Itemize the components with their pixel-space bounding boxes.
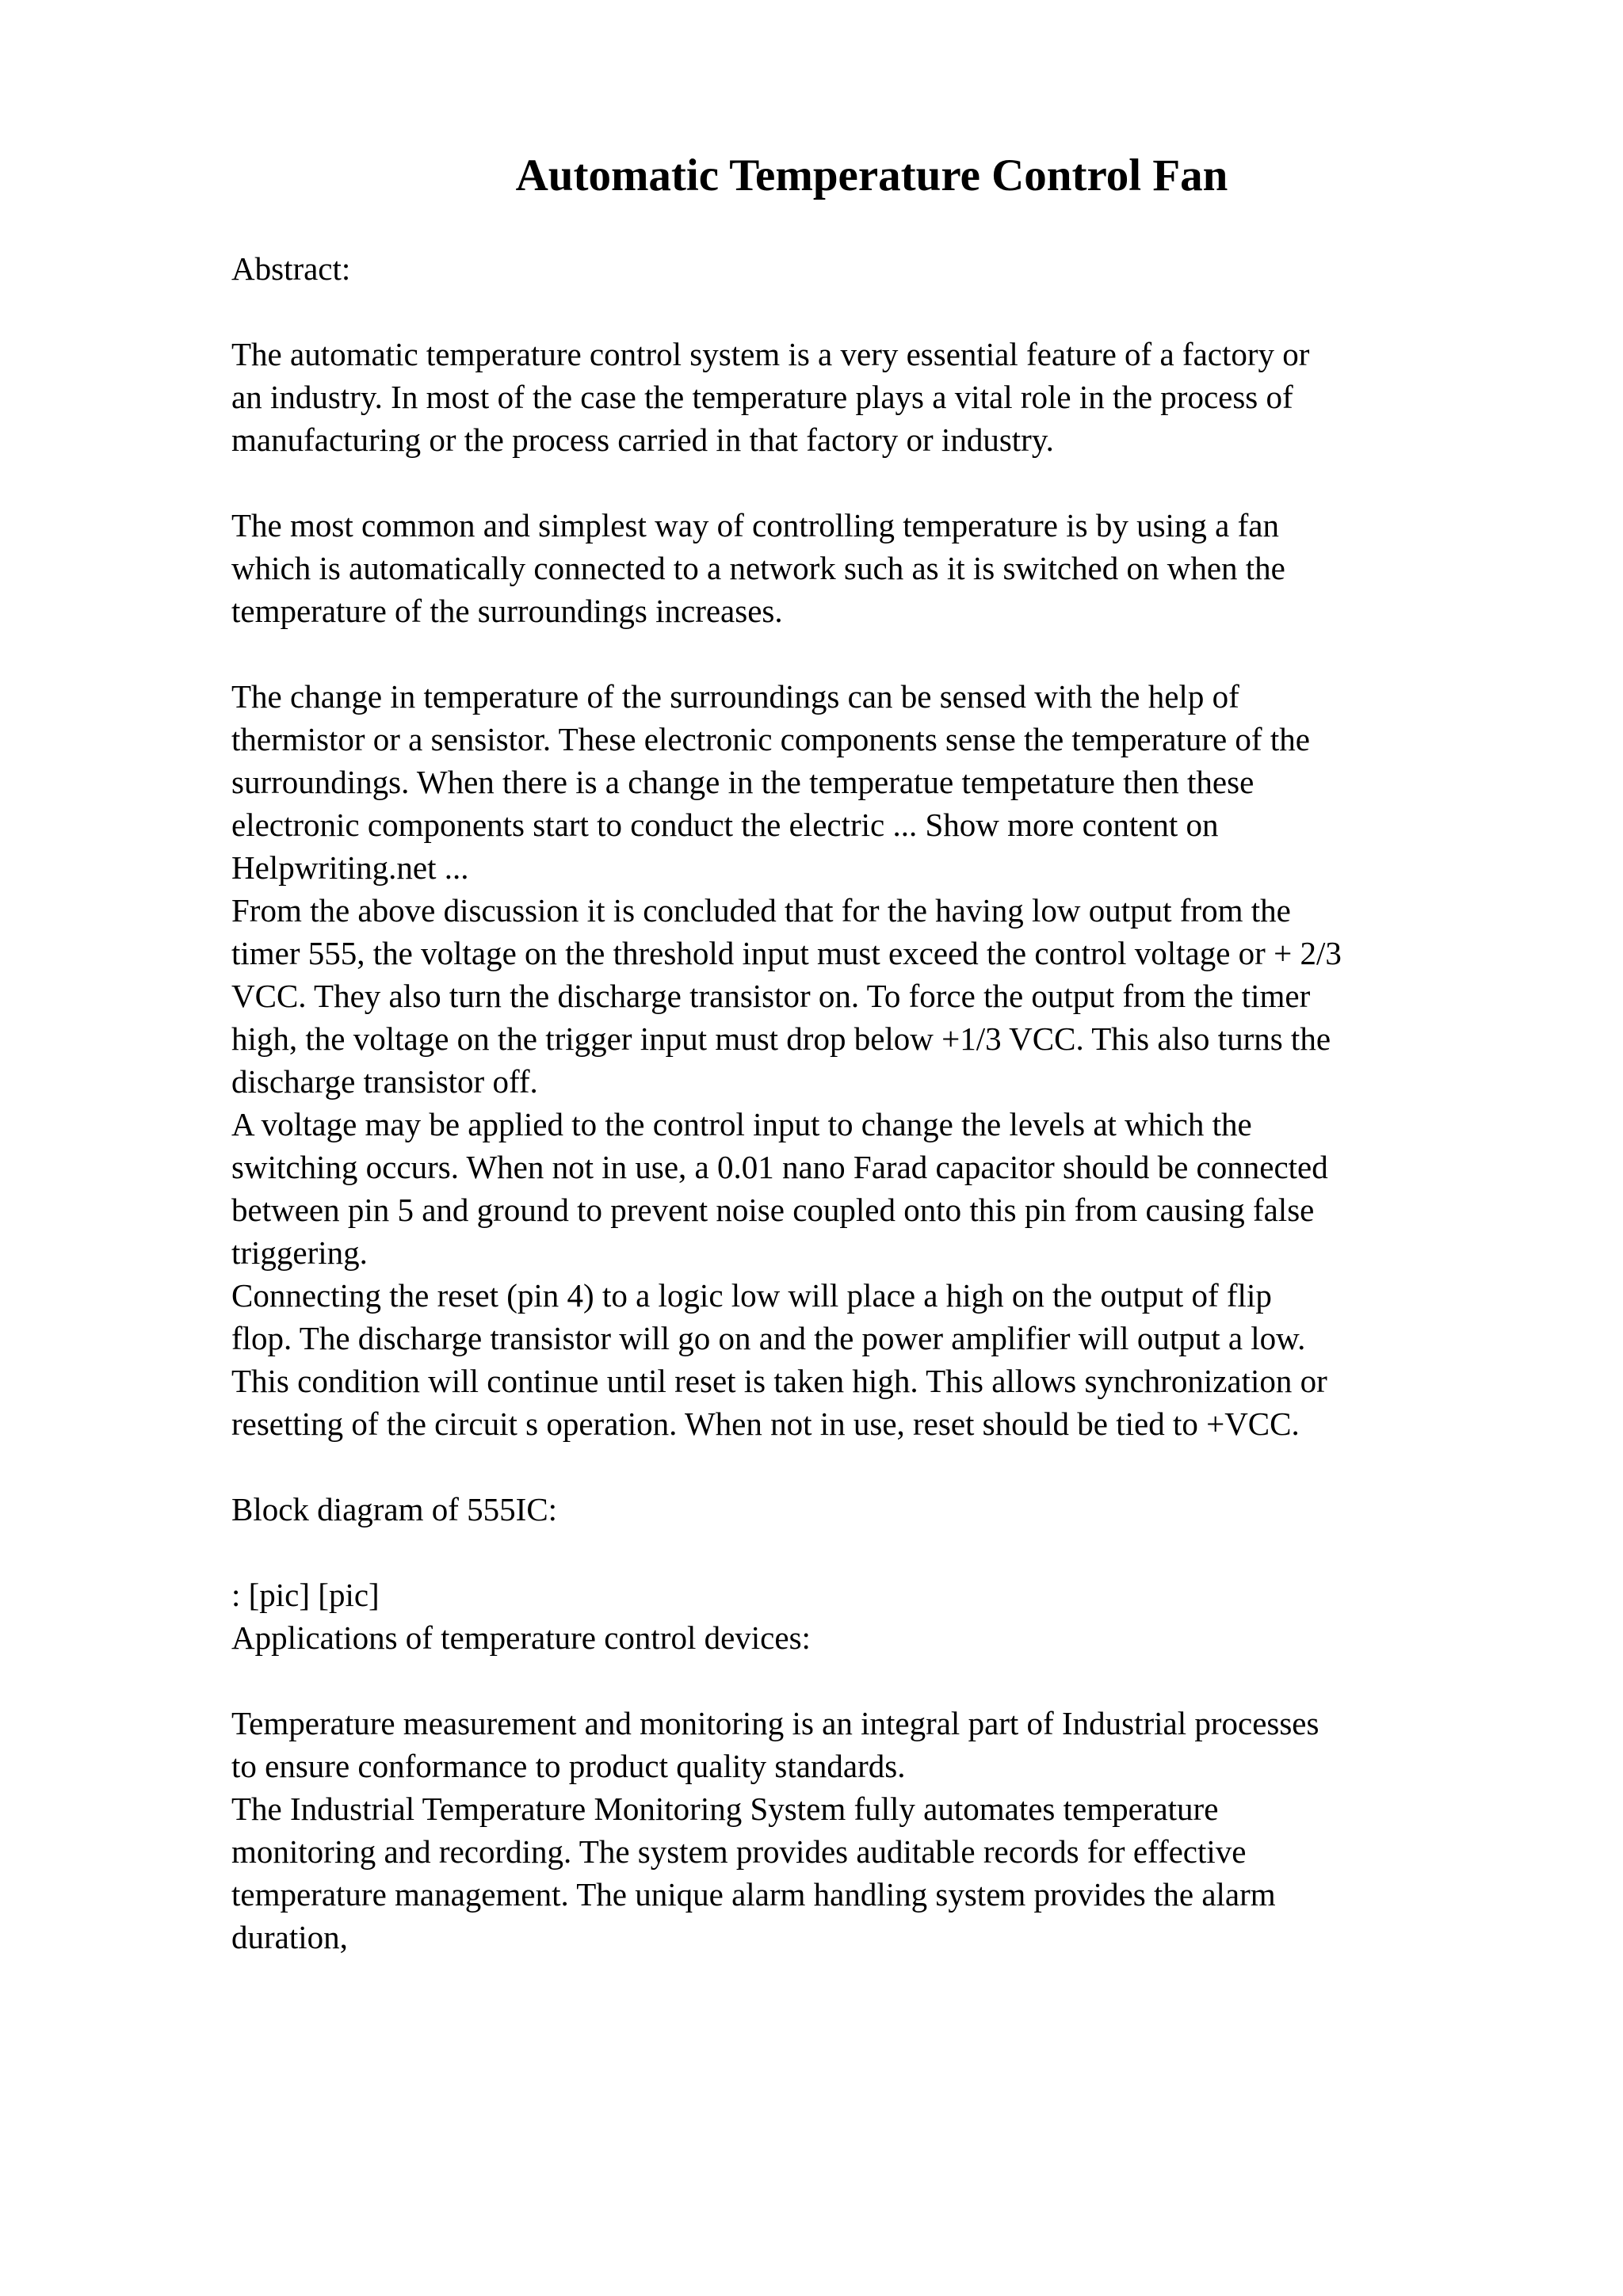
document-title: Automatic Temperature Control Fan — [515, 151, 1228, 200]
text-line: From the above discussion it is concluded that for the having low output from the — [231, 892, 1291, 929]
text-line: The Industrial Temperature Monitoring System fully automates temperature — [231, 1791, 1219, 1827]
text-line: high, the voltage on the trigger input must drop below +1/3 VCC. This also turns the — [231, 1020, 1331, 1057]
text-line: Helpwriting.net ... — [231, 849, 469, 886]
paragraph-para-6 — [231, 1274, 1515, 1445]
text-line: manufacturing or the process carried in that factory or industry. — [231, 421, 1054, 458]
paragraph-para-7 — [231, 1702, 1515, 1787]
text-line: temperature of the surroundings increases. — [231, 593, 783, 629]
text-line: which is automatically connected to a network such as it is switched on when the — [231, 550, 1285, 586]
paragraph-para-5 — [231, 1103, 1515, 1274]
paragraph-para-1 — [231, 333, 1515, 461]
text-line: to ensure conformance to product quality standards. — [231, 1748, 906, 1784]
paragraph-pic-placeholders — [231, 1573, 1515, 1616]
text-line: Connecting the reset (pin 4) to a logic low will place a high on the output of flip — [231, 1277, 1272, 1314]
text-line: temperature management. The unique alarm handling system provides the alarm — [231, 1876, 1276, 1913]
text-line: Abstract: — [231, 250, 351, 287]
paragraph-para-3 — [231, 675, 1515, 889]
text-line: VCC. They also turn the discharge transistor on. To force the output from the timer — [231, 978, 1311, 1014]
text-line: electronic components start to conduct the electric ... Show more content on — [231, 807, 1219, 843]
text-line: flop. The discharge transistor will go on and the power amplifier will output a low. — [231, 1320, 1306, 1356]
text-line: The most common and simplest way of controlling temperature is by using a fan — [231, 507, 1279, 543]
paragraph-para-2 — [231, 504, 1515, 632]
paragraph-spacer — [231, 290, 1515, 333]
paragraph-spacer — [231, 1445, 1515, 1488]
text-line: duration, — [231, 1919, 348, 1955]
paragraph-applications-heading — [231, 1616, 1515, 1659]
text-line: monitoring and recording. The system provides auditable records for effective — [231, 1833, 1247, 1870]
text-line: Block diagram of 555IC: — [231, 1491, 558, 1527]
text-line: an industry. In most of the case the temperature plays a vital role in the process of — [231, 379, 1293, 415]
text-line: The automatic temperature control system is a very essential feature of a factory or — [231, 336, 1310, 372]
text-line: thermistor or a sensistor. These electronic components sense the temperature of the — [231, 721, 1310, 757]
paragraph-abstract-label — [231, 247, 1515, 290]
text-line: surroundings. When there is a change in the temperatue tempetature then these — [231, 764, 1254, 800]
paragraph-spacer — [231, 461, 1515, 504]
paragraph-spacer — [231, 1659, 1515, 1702]
text-line: discharge transistor off. — [231, 1063, 538, 1100]
text-line: Temperature measurement and monitoring is an integral part of Industrial processes — [231, 1705, 1319, 1741]
text-line: resetting of the circuit s operation. When not in use, reset should be tied to +VCC. — [231, 1405, 1300, 1442]
text-line: This condition will continue until reset is taken high. This allows synchronization or — [231, 1363, 1327, 1399]
paragraph-spacer — [231, 1531, 1515, 1573]
text-line: The change in temperature of the surroundings can be sensed with the help of — [231, 678, 1239, 715]
text-line: between pin 5 and ground to prevent noise coupled onto this pin from causing false — [231, 1192, 1315, 1228]
text-line: : [pic] [pic] — [231, 1577, 380, 1613]
document-body — [231, 247, 1515, 1958]
paragraph-spacer — [231, 632, 1515, 675]
text-line: timer 555, the voltage on the threshold input must exceed the control voltage or + 2/3 — [231, 935, 1342, 971]
text-line: triggering. — [231, 1234, 368, 1271]
text-line: switching occurs. When not in use, a 0.01 nano Farad capacitor should be connected — [231, 1149, 1328, 1185]
paragraph-para-4 — [231, 889, 1515, 1103]
text-line: A voltage may be applied to the control input to change the levels at which the — [231, 1106, 1252, 1142]
paragraph-block-diagram-label — [231, 1488, 1515, 1531]
paragraph-para-8 — [231, 1787, 1515, 1958]
text-line: Applications of temperature control devices: — [231, 1619, 811, 1656]
